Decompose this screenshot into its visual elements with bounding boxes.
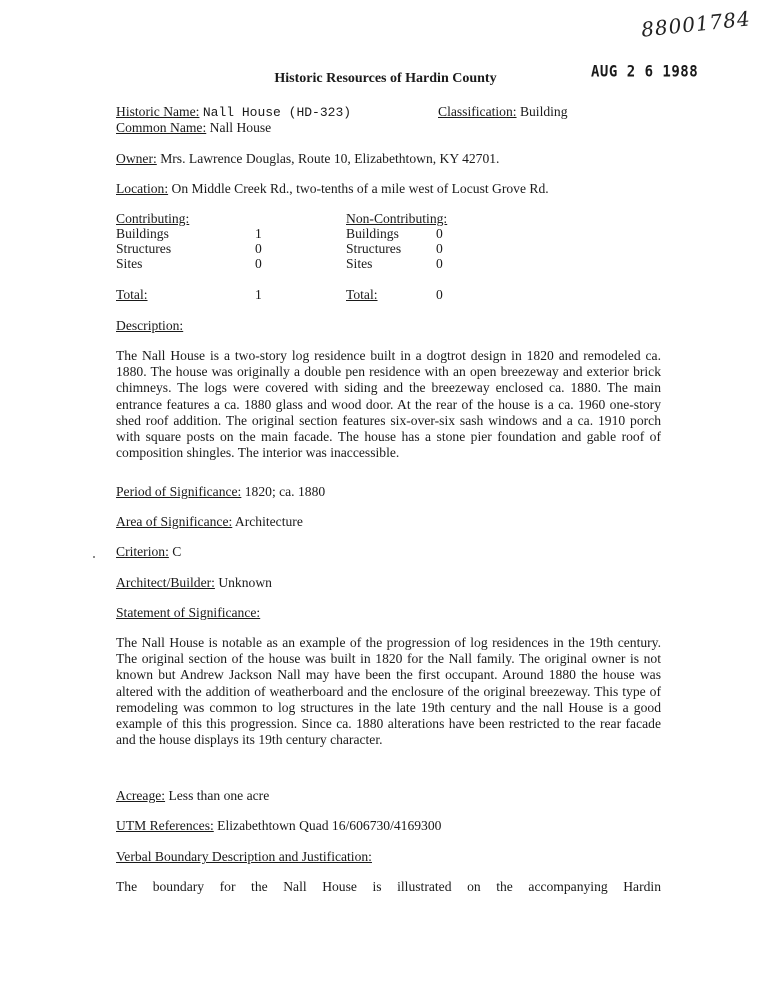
common-name-label: Common Name: xyxy=(116,120,207,135)
period-label: Period of Significance: xyxy=(116,484,242,499)
boundary-text: The boundary for the Nall House is illustrated on the accompanying Hardin xyxy=(116,879,661,894)
significance-text: The Nall House is notable as an example of the progression of log residences in the 19th century. The original section of the house was built in 1820 for the Nall family. The original owner is not known but Andrew Jackson Nall may have been the first occupant. Around 1880 the house was altered with the addition of weatherboard and the enclosure of the original breezeway. This type of remodeling was common to log structures in the late 19th century and the nall House is a good example of this this progression. Since ca. 1880 alterations have been restricted to the rear facade and the house displays its 19th century character. xyxy=(116,635,661,748)
significance-heading: Statement of Significance: xyxy=(116,605,261,620)
utm-label: UTM References: xyxy=(116,818,214,833)
criterion-line xyxy=(116,544,181,560)
architect-line xyxy=(116,575,272,591)
description-heading: Description: xyxy=(116,318,184,333)
owner-label: Owner: xyxy=(116,151,157,166)
criterion-label: Criterion: xyxy=(116,544,169,559)
non-contributing-sites-label: Sites xyxy=(346,256,373,271)
contributing-sites-count: 0 xyxy=(255,256,262,271)
area-value: Architecture xyxy=(234,514,303,529)
owner-value: Mrs. Lawrence Douglas, Route 10, Elizabethtown, KY 42701. xyxy=(160,151,500,166)
location-value: On Middle Creek Rd., two-tenths of a mile west of Locust Grove Rd. xyxy=(171,181,549,196)
acreage-value: Less than one acre xyxy=(168,788,270,803)
location-label: Location: xyxy=(116,181,169,196)
non-contributing-heading: Non-Contributing: xyxy=(346,211,448,226)
historic-name-label: Historic Name: xyxy=(116,104,200,119)
contributing-buildings-count: 1 xyxy=(255,226,262,241)
criterion-value: C xyxy=(172,544,182,559)
contributing-structures-label: Structures xyxy=(116,241,172,256)
common-name-value: Nall House xyxy=(209,120,272,135)
date-received-stamp: AUG 2 6 1988 xyxy=(591,62,699,82)
location-line xyxy=(116,181,549,197)
contributing-total-count: 1 xyxy=(255,287,262,302)
owner-line xyxy=(116,151,499,167)
classification-line xyxy=(438,104,568,120)
scan-speck xyxy=(93,556,95,558)
period-line xyxy=(116,484,325,500)
area-line xyxy=(116,514,303,530)
historic-name-value: Nall House (HD-323) xyxy=(202,105,352,120)
utm-value: Elizabethtown Quad 16/606730/4169300 xyxy=(217,818,442,833)
document-title: Historic Resources of Hardin County xyxy=(274,71,497,86)
acreage-line xyxy=(116,788,269,804)
area-label: Area of Significance: xyxy=(116,514,233,529)
acreage-label: Acreage: xyxy=(116,788,166,803)
architect-value: Unknown xyxy=(218,575,272,590)
contributing-sites-label: Sites xyxy=(116,256,143,271)
non-contributing-sites-count: 0 xyxy=(436,256,443,271)
description-text: The Nall House is a two-story log residence built in a dogtrot design in 1820 and remodeled ca. 1880. The house was originally a double pen residence with an open breezeway and exterior brick chimneys. The logs were covered with siding and the breezeway enclosed ca. 1880. The main entrance features a ca. 1880 glass and wood door. At the rear of the house is a ca. 1960 one-story shed roof addition. The original section features six-over-six sash windows and a ca. 1910 porch with square posts on the main facade. The house has a stone pier foundation and gable roof of composition shingles. The interior was inaccessible. xyxy=(116,348,661,461)
non-contributing-structures-count: 0 xyxy=(436,241,443,256)
non-contributing-buildings-label: Buildings xyxy=(346,226,399,241)
contributing-heading: Contributing: xyxy=(116,211,190,226)
handwritten-reference-number: 88001784 xyxy=(640,6,752,42)
common-name-line xyxy=(116,120,271,136)
non-contributing-total-label: Total: xyxy=(346,287,378,302)
utm-line xyxy=(116,818,441,834)
architect-label: Architect/Builder: xyxy=(116,575,215,590)
non-contributing-buildings-count: 0 xyxy=(436,226,443,241)
non-contributing-total-count: 0 xyxy=(436,287,443,302)
contributing-buildings-label: Buildings xyxy=(116,226,169,241)
contributing-total-label: Total: xyxy=(116,287,148,302)
non-contributing-structures-label: Structures xyxy=(346,241,402,256)
contributing-structures-count: 0 xyxy=(255,241,262,256)
period-value: 1820; ca. 1880 xyxy=(244,484,326,499)
historic-name-line xyxy=(116,104,351,120)
classification-label: Classification: xyxy=(438,104,517,119)
classification-value: Building xyxy=(519,104,568,119)
boundary-heading: Verbal Boundary Description and Justification: xyxy=(116,849,372,864)
